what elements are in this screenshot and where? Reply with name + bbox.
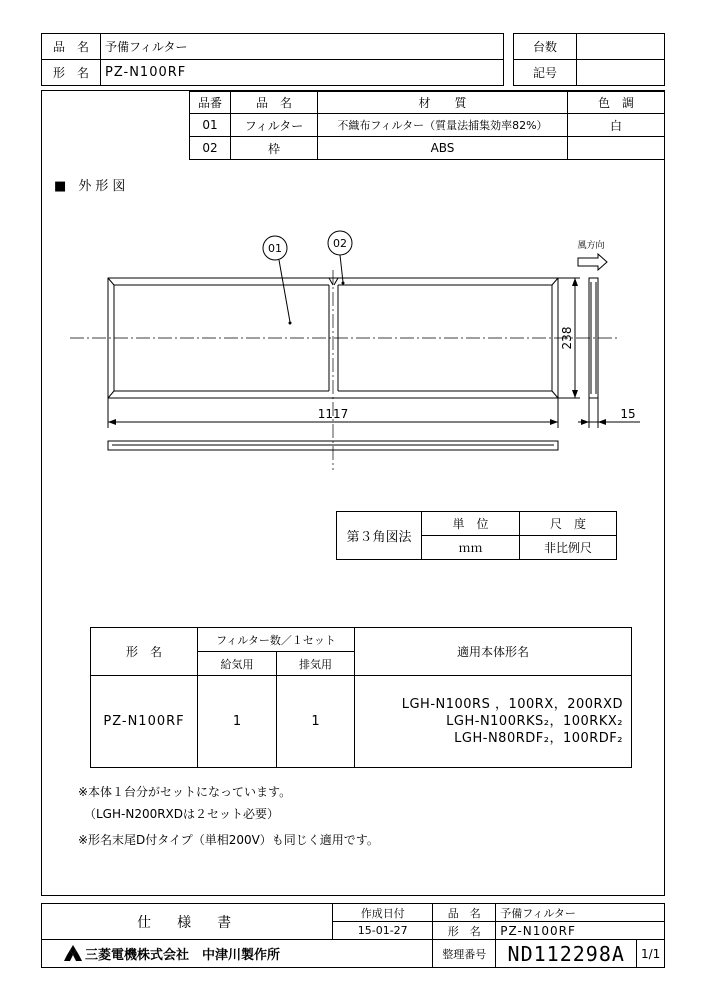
parts-header-no: 品番 bbox=[190, 92, 231, 114]
footer-name-label: 品 名 bbox=[433, 904, 496, 922]
spec-col-supply: 給気用 bbox=[198, 652, 277, 676]
parts-cell: 白 bbox=[568, 114, 665, 137]
name-value: 予備フィルター bbox=[101, 34, 504, 60]
apply-line: LGH-N100RS ，100RX，200RXD bbox=[401, 697, 623, 712]
scale-label: 尺 度 bbox=[520, 512, 617, 536]
spec-exhaust: 1 bbox=[277, 676, 355, 768]
unit-value: ｍｍ bbox=[422, 536, 520, 560]
projection-table bbox=[336, 511, 617, 560]
dim-height: 238 bbox=[560, 326, 574, 350]
footer-model-label: 形 名 bbox=[433, 922, 496, 940]
docnum-label: 整理番号 bbox=[433, 940, 496, 968]
dim-depth: 15 bbox=[620, 407, 636, 421]
company bbox=[42, 940, 433, 968]
spec-col-exhaust: 排気用 bbox=[277, 652, 355, 676]
parts-cell: 枠 bbox=[231, 137, 318, 160]
spec-apply bbox=[355, 676, 632, 768]
footer-model-value: PZ-N100RF bbox=[496, 922, 665, 940]
apply-line: LGH-N80RDF₂，100RDF₂ bbox=[454, 731, 623, 746]
parts-header-color: 色 調 bbox=[568, 92, 665, 114]
wind-label: 風方向 bbox=[577, 241, 605, 251]
note-line: ※形名末尾D付タイプ（単相200V）も同じく適用です。 bbox=[78, 833, 379, 847]
company-name: 三菱電機株式会社 中津川製作所 bbox=[85, 948, 281, 963]
notes bbox=[78, 781, 379, 851]
dim-width: 1117 bbox=[317, 407, 349, 421]
apply-line: LGH-N100RKS₂，100RKX₂ bbox=[446, 714, 623, 729]
spec-table bbox=[90, 627, 632, 768]
callout-01: 01 bbox=[268, 242, 282, 255]
docnum-value: ND112298A bbox=[496, 940, 637, 968]
date-label: 作成日付 bbox=[333, 904, 433, 922]
parts-cell: 不織布フィルター（質量法捕集効率82%） bbox=[318, 114, 568, 137]
spec-col-count: フィルター数／１セット bbox=[198, 628, 355, 652]
spec-model: PZ-N100RF bbox=[91, 676, 198, 768]
doc-type: 仕 様 書 bbox=[42, 904, 333, 940]
qty-label: 台数 bbox=[514, 34, 577, 60]
mitsubishi-logo-icon bbox=[64, 945, 82, 961]
parts-cell: ABS bbox=[318, 137, 568, 160]
footer-name-value: 予備フィルター bbox=[496, 904, 665, 922]
parts-header-material: 材 質 bbox=[318, 92, 568, 114]
parts-cell: 02 bbox=[190, 137, 231, 160]
parts-header-name: 品 名 bbox=[231, 92, 318, 114]
callout-02: 02 bbox=[333, 237, 347, 250]
spec-col-apply: 適用本体形名 bbox=[355, 628, 632, 676]
spec-supply: 1 bbox=[198, 676, 277, 768]
note-line: （LGH-N200RXDは２セット必要） bbox=[84, 807, 280, 821]
note-line: ※本体１台分がセットになっています。 bbox=[78, 785, 292, 799]
date-value: 15-01-27 bbox=[333, 922, 433, 940]
model-value: PZ-N100RF bbox=[101, 60, 504, 86]
page-number: 1/1 bbox=[637, 940, 665, 968]
unit-label: 単 位 bbox=[422, 512, 520, 536]
parts-cell: 01 bbox=[190, 114, 231, 137]
footer-table bbox=[41, 903, 665, 968]
parts-cell: フィルター bbox=[231, 114, 318, 137]
name-label: 品 名 bbox=[42, 34, 101, 60]
model-label: 形 名 bbox=[42, 60, 101, 86]
spec-col-model: 形 名 bbox=[91, 628, 198, 676]
section-title: ■ 外形図 bbox=[54, 179, 130, 194]
symbol-label: 記号 bbox=[514, 60, 577, 86]
scale-value: 非比例尺 bbox=[520, 536, 617, 560]
projection-method: 第３角図法 bbox=[337, 512, 422, 560]
